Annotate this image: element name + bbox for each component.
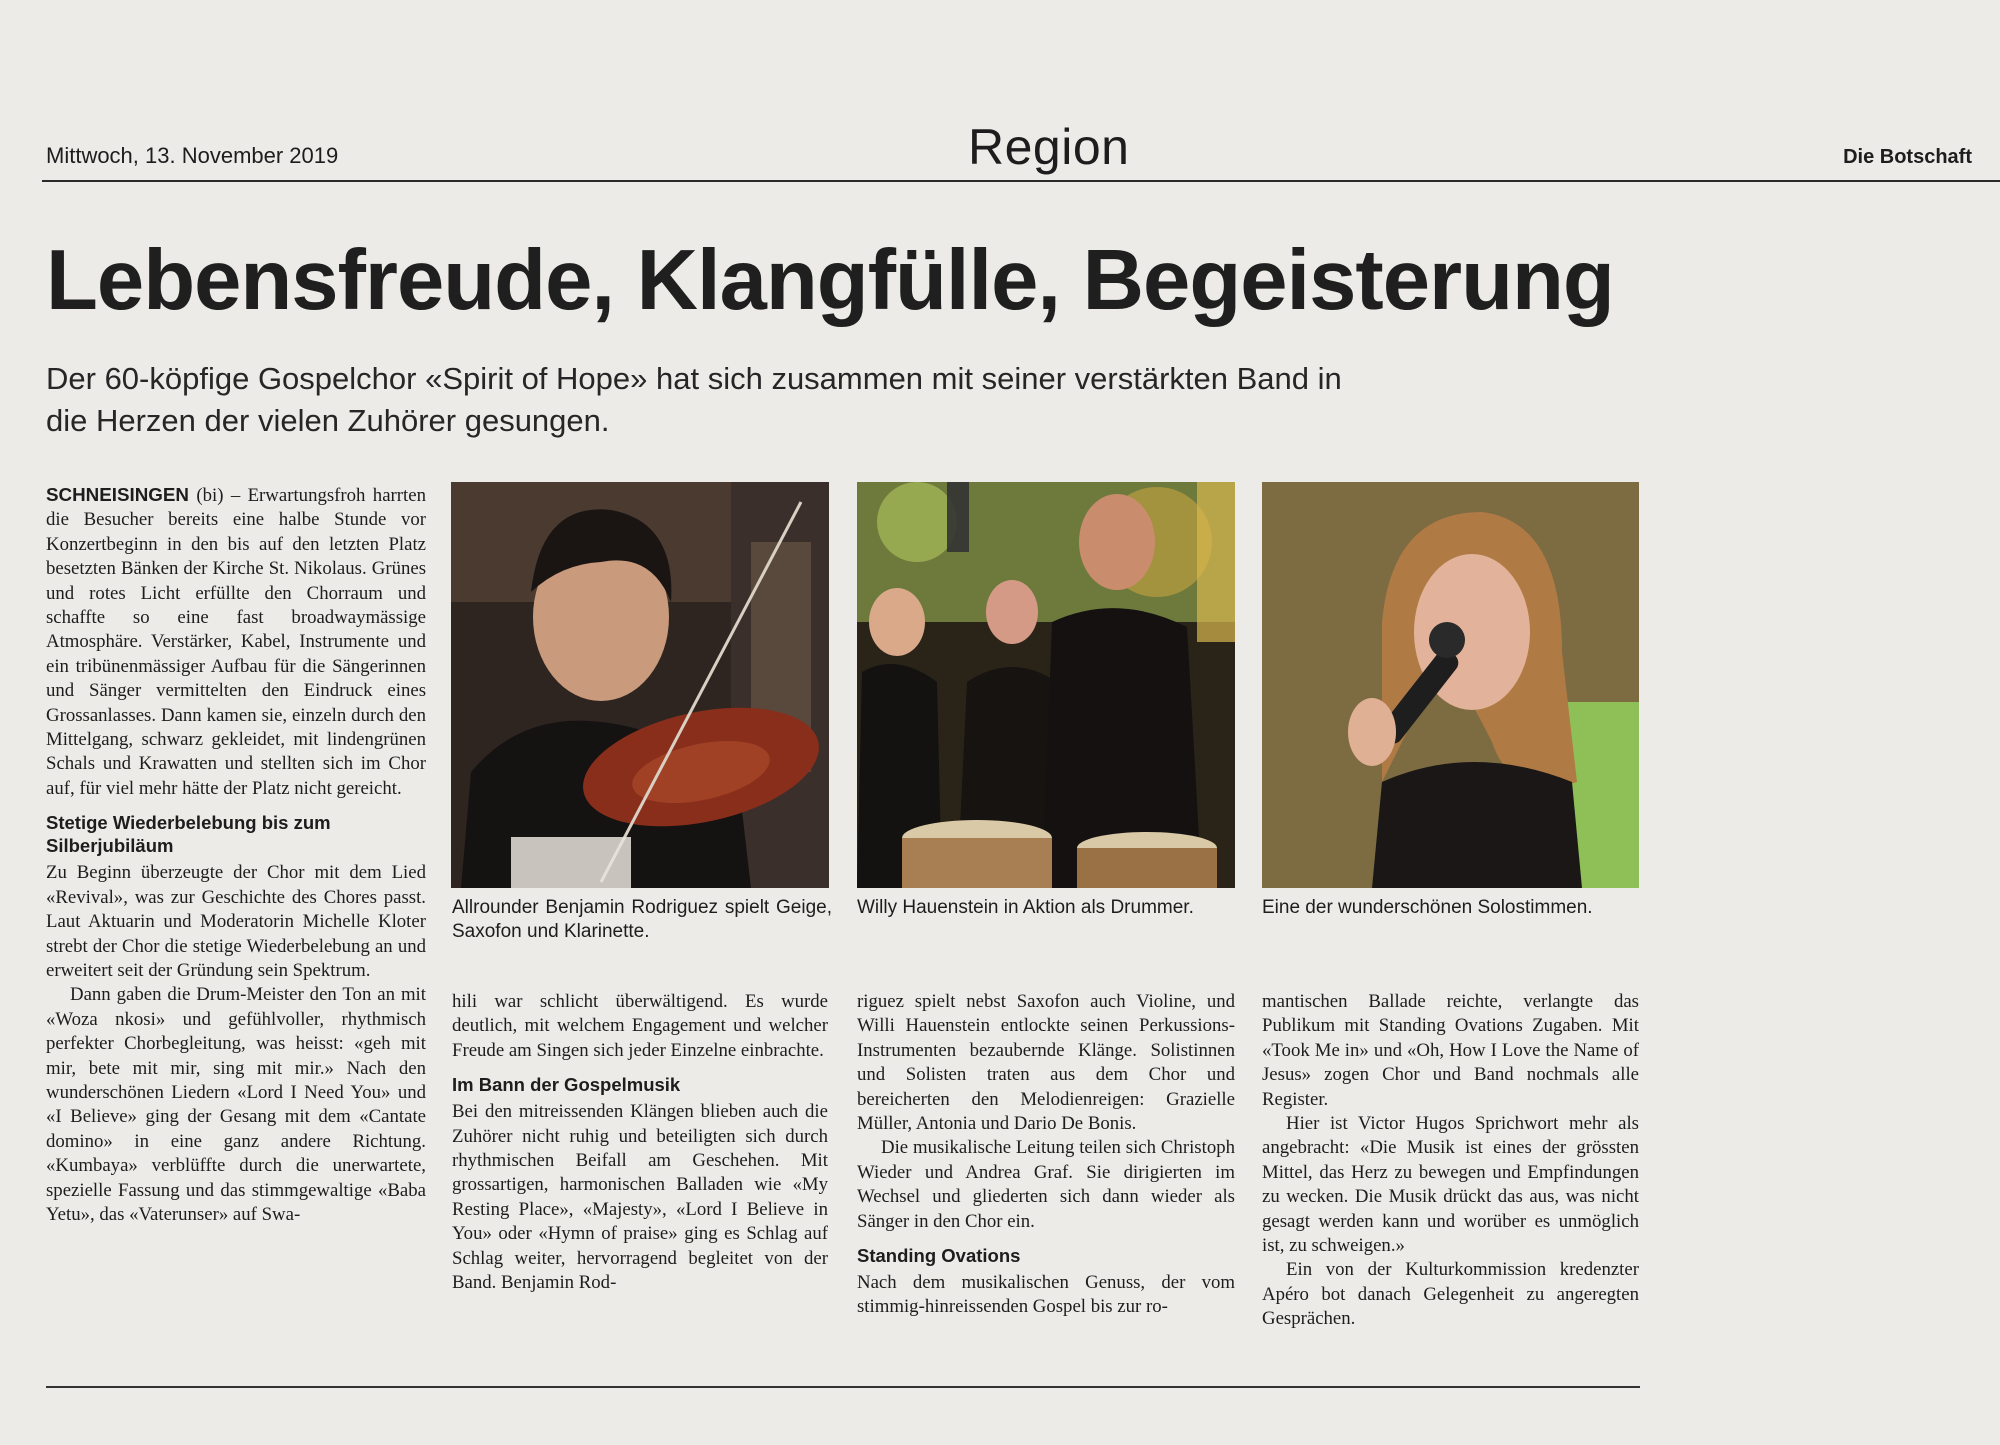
paragraph: Nach dem musikalischen Genuss, der vom stimmig-hinreissenden Gospel bis zur ro- (857, 1272, 1235, 1318)
subheading-1: Stetige Wiederbelebung bis zum Silberjubiläum (46, 812, 331, 857)
issue-date: Mittwoch, 13. November 2019 (46, 143, 339, 168)
header-rule (42, 180, 2000, 182)
photo-caption-3: Eine der wunderschönen Solostimmen. (1262, 897, 1593, 918)
article-column-3 (857, 990, 1235, 1320)
paragraph: Die musikalische Leitung teilen sich Christoph Wieder und Andrea Graf. Sie dirigierten im Wechsel und gliederten sich dann wieder als Sänger in den Chor ein. (857, 1137, 1235, 1232)
photo-caption-1: Allrounder Benjamin Rodriguez spielt Geige, Saxofon und Klarinette. (452, 897, 832, 942)
photo-violinist (451, 482, 829, 888)
paragraph: mantischen Ballade reichte, verlangte das Publikum mit Standing Ovations Zugaben. Mit «Took Me in» und «Oh, How I Love the Name of Jesus» zogen Chor und Band nochmals alle Register. (1262, 991, 1639, 1110)
subheading-3: Standing Ovations (857, 1245, 1021, 1267)
paragraph: hili war schlicht überwältigend. Es wurde deutlich, mit welchem Engagement und welcher Freude am Singen sich jeder Einzelne einbrachte. (452, 991, 828, 1061)
newspaper-name: Die Botschaft (1843, 146, 1972, 168)
lead-paragraph: SCHNEISINGEN (bi) – Erwartungsfroh harrten die Besucher bereits eine halbe Stunde vor Konzertbeginn in den bis auf den letzten Platz besetzten Bänken der Kirche St. Nikolaus. Grünes und rotes Licht erfüllte den Chorraum und schaffte so eine fast broadwaymässige Atmosphäre. Verstärker, Kabel, Instrumente und ein tribünenmässiger Aufbau für die Sängerinnen und Sänger vermittelten den Eindruck eines Grossanlasses. Dann kamen sie, einzeln durch den Mittelgang, schwarz gekleidet, mit lindengrünen Schals und Krawatten und stellten sich im Chor auf, für viel mehr hätte der Platz nicht gereicht. (46, 484, 426, 799)
paragraph: Dann gaben die Drum-Meister den Ton an mit «Woza nkosi» und gefühlvoller, rhythmisch perfekter Chorbegleitung, was heisst: «geh mit mir, bete mit mir, sing mit mir.» Nach den wunderschönen Liedern «Lord I Need You» und «I Believe» ging der Gesang mit dem «Cantate domino» in eine ganz andere Richtung. «Kumbaya» verblüffte durch die unerwartete, spezielle Fassung und das stimmgewaltige «Baba Yetu», das «Vaterunser» auf Swa- (46, 984, 426, 1225)
photo-drummer (857, 482, 1235, 888)
article-column-4 (1262, 990, 1639, 1332)
paragraph: Zu Beginn überzeugte der Chor mit dem Lied «Revival», was zur Geschichte des Chores passt. Laut Aktuarin und Moderatorin Michelle Kloter strebt der Chor die stetige Wiederbelebung an und erweitert seit der Gründung sein Spektrum. (46, 862, 426, 981)
paragraph: Bei den mitreissenden Klängen blieben auch die Zuhörer nicht ruhig und beteiligten sich durch rhythmischen Beifall am Geschehen. Mit grossartigen, harmonischen Balladen wie «My Resting Place», «Majesty», «Lord I Believe in You» oder «Hymn of praise» ging es Schlag auf Schlag weiter, hervorragend begleitet von der Band. Benjamin Rod- (452, 1101, 828, 1294)
bottom-rule (46, 1386, 1640, 1388)
dateline: SCHNEISINGEN (46, 484, 189, 505)
subheading-2: Im Bann der Gospelmusik (452, 1074, 681, 1096)
paragraph: Ein von der Kulturkommission kredenzter Apéro bot danach Gelegenheit zu angeregten Gesprächen. (1262, 1259, 1639, 1330)
article-headline: Lebensfreude, Klangfülle, Begeisterung (46, 233, 1614, 328)
paragraph: riguez spielt nebst Saxofon auch Violine, und Willi Hauenstein entlockte seinen Perkussions-Instrumenten bezaubernde Klänge. Solistinnen und Solisten traten aus dem Chor und bereicherten den Melodienreigen: Grazielle Müller, Antonia und Dario De Bonis. (857, 991, 1235, 1135)
article-column-2 (452, 990, 828, 1295)
photo-caption-2: Willy Hauenstein in Aktion als Drummer. (857, 897, 1194, 918)
photo-soloist (1262, 482, 1639, 888)
article-column-1 (46, 483, 426, 1227)
section-title: Region (968, 119, 1130, 175)
paragraph: Hier ist Victor Hugos Sprichwort mehr als angebracht: «Die Musik ist eines der grössten Mittel, das Herz zu bewegen und Empfindungen zu wecken. Die Musik drückt das aus, was nicht gesagt werden kann und worüber es unmöglich ist, zu schweigen.» (1262, 1113, 1639, 1257)
article-subhead: Der 60-köpfige Gospelchor «Spirit of Hope» hat sich zusammen mit seiner verstärkten Band in die Herzen der vielen Zuhörer gesungen. (46, 361, 1342, 438)
